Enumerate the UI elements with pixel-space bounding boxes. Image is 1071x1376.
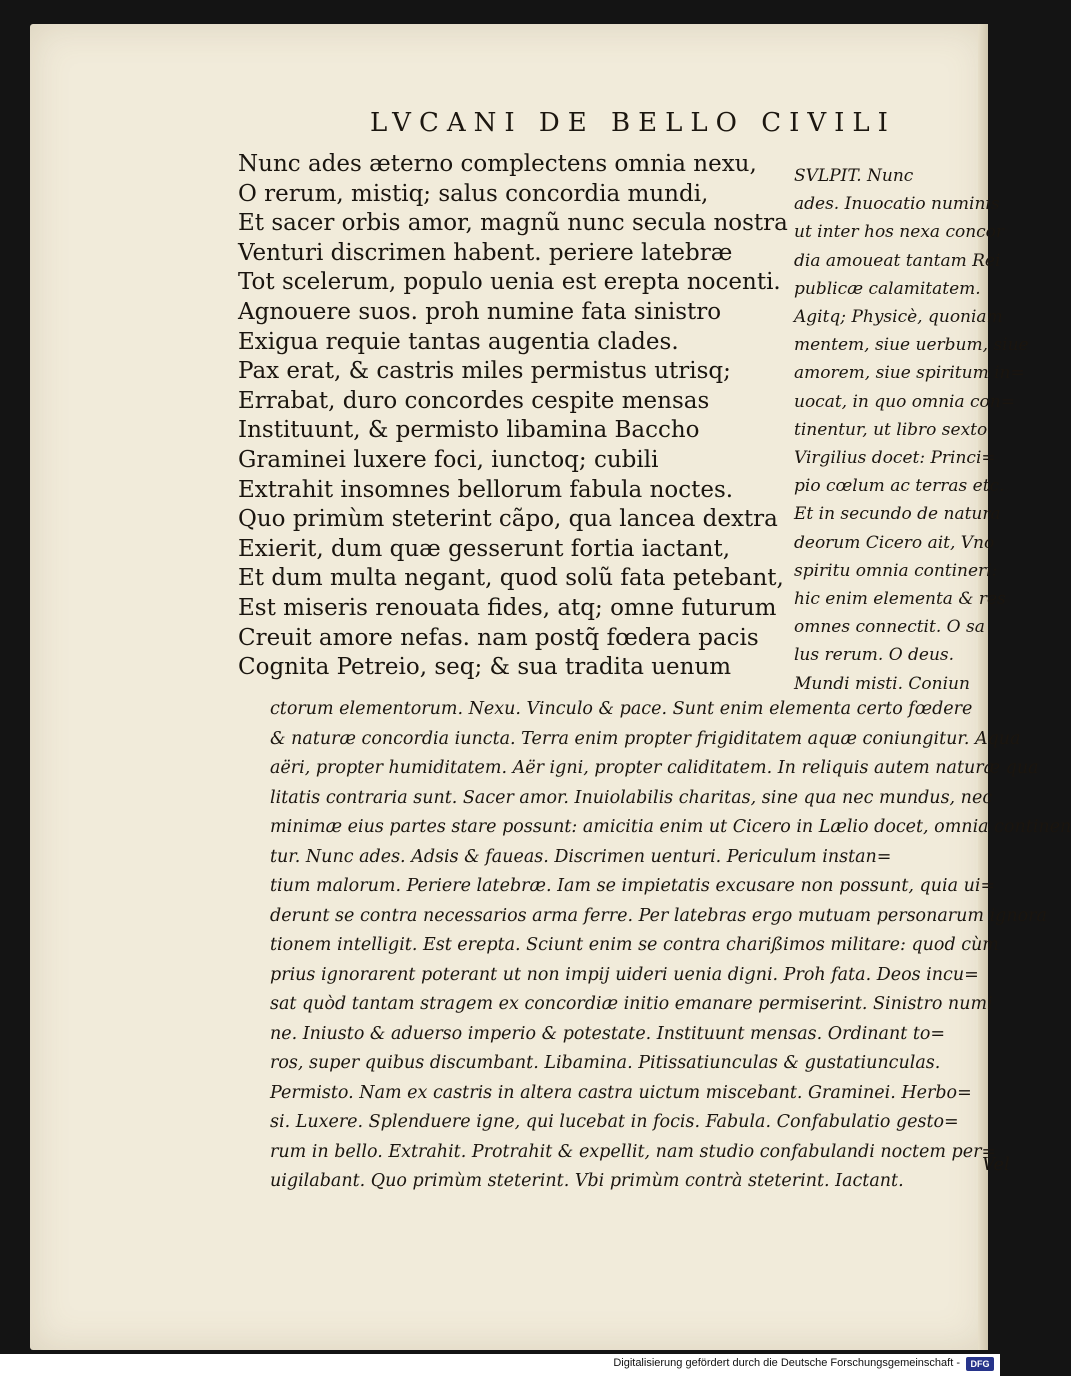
commentary-line: litatis contraria sunt. Sacer amor. Inuiolabilis charitas, sine qua nec mundus, nec: [270, 787, 993, 808]
commentary-line: ne. Iniusto & aduerso imperio & potestate. Instituunt mensas. Ordinant to=: [270, 1023, 946, 1044]
running-head: LVCANI DE BELLO CIVILI: [370, 108, 896, 138]
commentary-line: si. Luxere. Splenduere igne, qui lucebat in focis. Fabula. Confabulatio gesto=: [270, 1112, 959, 1132]
book-page: [30, 24, 1071, 1350]
side-note-line: pio cœlum ac terras etc.: [794, 476, 1005, 497]
verse-line: Agnouere suos. proh numine fata sinistro: [238, 298, 722, 325]
verse-line: Et sacer orbis amor, magnũ nunc secula nostra: [238, 210, 788, 237]
verse-line: Nunc ades æterno complectens omnia nexu,: [238, 151, 757, 177]
side-note-line: lus rerum. O deus.: [794, 645, 955, 666]
verse-line: Graminei luxere foci, iunctoq; cubili: [238, 446, 659, 473]
commentary-line: minimæ eius partes stare possunt: amicitia enim ut Cicero in Lælio docet, omnia continen: [270, 817, 1071, 837]
side-note-line: tinentur, ut libro sexto: [794, 419, 988, 440]
verse-line: Instituunt, & permisto libamina Baccho: [238, 417, 700, 444]
verse-line: Errabat, duro concordes cespite mensas: [238, 387, 710, 414]
commentary-line: sat quòd tantam stragem ex concordiæ initio emanare permiserint. Sinistro numi: [270, 994, 993, 1014]
side-note-line: spiritu omnia contineri:: [794, 560, 998, 581]
side-note-line: omnes connectit. O sa: [794, 617, 985, 638]
side-note-line: amorem, siue spiritum in=: [794, 363, 1025, 384]
commentary-line: tionem intelligit. Est erepta. Sciunt enim se contra charißimos militare: quod cùm: [270, 935, 999, 955]
side-note-line: Mundi misti. Coniun: [794, 673, 970, 694]
side-note-line: Virgilius docet: Princi=: [794, 448, 996, 469]
side-note-line: Agitq; Physicè, quoniam: [794, 307, 1003, 328]
side-note-block: [794, 162, 1029, 698]
commentary-line: tium malorum. Periere latebræ. Iam se impietatis excusare non possunt, quia ui=: [270, 876, 996, 896]
side-note-line: hic enim elementa & res: [794, 589, 1006, 610]
verse-line: Venturi discrimen habent. periere latebræ: [238, 239, 733, 266]
commentary-line: ros, super quibus discumbant. Libamina. Pitissatiunculas & gustatiunculas.: [270, 1053, 941, 1073]
side-note-line: SVLPIT. Nunc: [794, 166, 914, 186]
catchword: Vel: [982, 1154, 1010, 1175]
commentary-line: ctorum elementorum. Nexu. Vinculo & pace. Sunt enim elementa certo fœdere: [270, 699, 973, 719]
commentary-line: Permisto. Nam ex castris in altera castra uictum miscebant. Graminei. Herbo=: [270, 1082, 972, 1103]
commentary-line: prius ignorarent poterant ut non impij uideri uenia digni. Proh fata. Deos incu=: [270, 964, 979, 985]
commentary-line: rum in bello. Extrahit. Protrahit & expellit, nam studio confabulandi noctem per=: [270, 1141, 997, 1162]
verse-line: Extrahit insomnes bellorum fabula noctes.: [238, 476, 734, 503]
commentary-line: tur. Nunc ades. Adsis & faueas. Discrimen uenturi. Periculum instan=: [270, 846, 892, 867]
commentary-line: uigilabant. Quo primùm steterint. Vbi primùm contrà steterint. Iactant.: [270, 1171, 904, 1191]
verse-line: Quo primùm steterint cãpo, qua lancea dextra: [238, 506, 778, 533]
verse-line: Cognita Petreio, seq; & sua tradita uenum: [238, 654, 732, 681]
side-note-line: Et in secundo de natura: [794, 504, 1001, 525]
verse-line: Et dum multa negant, quod solũ fata petebant,: [238, 565, 784, 592]
side-note-line: dia amoueat tantam Rei: [794, 250, 1001, 271]
verse-line: Tot scelerum, populo uenia est erepta nocenti.: [238, 269, 781, 296]
side-note-line: uocat, in quo omnia con=: [794, 391, 1015, 412]
commentary-line: aëri, propter humiditatem. Aër igni, propter caliditatem. In reliquis autem naturæ qua: [270, 758, 1039, 778]
commentary-block: [270, 695, 1071, 1197]
credit-bar: [0, 1354, 1000, 1376]
verse-line: O rerum, mistiq; salus concordia mundi,: [238, 180, 709, 207]
verse-line: Est miseris renouata fides, atq; omne futurum: [238, 594, 777, 621]
verse-line: Creuit amore nefas. nam postq̃ fœdera pacis: [238, 624, 759, 651]
verse-line: Exigua requie tantas augentia clades.: [238, 328, 679, 355]
side-note-line: ades. Inuocatio numinis: [794, 194, 1000, 215]
side-note-line: mentem, siue uerbum, siue: [794, 335, 1029, 356]
side-note-line: ut inter hos nexa concor: [794, 222, 1005, 243]
commentary-line: & naturæ concordia iuncta. Terra enim propter frigiditatem aquæ coniungitur. Aqua: [270, 728, 1021, 749]
funding-credit: Digitalisierung gefördert durch die Deutsche Forschungsgemeinschaft -: [613, 1357, 960, 1369]
verse-block: [238, 150, 788, 683]
commentary-line: derunt se contra necessarios arma ferre. Per latebras ergo mutuam personarum ignora: [270, 905, 1047, 926]
side-note-line: deorum Cicero ait, Vno: [794, 532, 995, 553]
verse-line: Exierit, dum quæ gesserunt fortia iactant,: [238, 535, 731, 562]
verse-line: Pax erat, & castris miles permistus utrisq;: [238, 358, 731, 385]
side-note-line: publicæ calamitatem.: [794, 278, 981, 299]
dfg-logo: DFG: [966, 1357, 994, 1371]
